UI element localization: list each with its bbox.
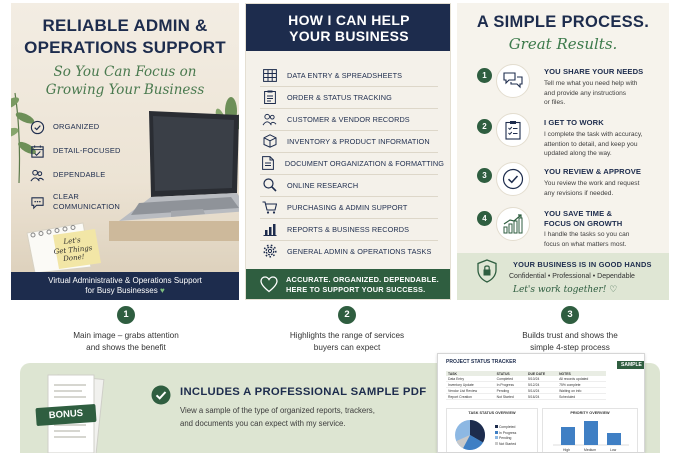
bar bbox=[561, 427, 575, 445]
caption-1: 1 Main image – grabs attention and shows the benefit bbox=[26, 306, 226, 354]
subtitle: So You Can Focus on Growing Your Business bbox=[45, 64, 205, 98]
bar-chart bbox=[551, 419, 631, 449]
feature-dependable: DEPENDABLE bbox=[29, 167, 105, 183]
service-item: DOCUMENT ORGANIZATION & FORMATTING bbox=[262, 156, 444, 170]
laptop-icon bbox=[109, 111, 239, 241]
checklist-calendar-icon bbox=[29, 143, 45, 159]
services-title: HOW I CAN HELP YOUR BUSINESS bbox=[246, 4, 451, 51]
pie-chart bbox=[453, 418, 487, 452]
bonus-description: View a sample of the type of organized reports, trackers, and documents you can expect with my service. bbox=[180, 406, 375, 428]
heart-icon: ♥ bbox=[159, 286, 165, 295]
check-circle-icon bbox=[496, 162, 530, 196]
spreadsheet-icon bbox=[262, 68, 277, 82]
service-item: ORDER & STATUS TRACKING bbox=[262, 90, 444, 104]
table-row: Report Creation Not Started 5/16/24 Scheduled bbox=[446, 394, 606, 400]
sticky-note-text: Let's Get Things Done! bbox=[53, 236, 93, 264]
panel-process: A SIMPLE PROCESS. Great Results. 1 YOU SHARE YOUR NEEDS Tell me what you need help with and provide any instructions or files. 2 I GET TO WORK I complete the task with accuracy, attention to detail, and keep you updated along the way. 3 YOU REVIEW & APPROVE You review the work and request any revisions if needed. 4 YOU SAVE TIME & FOCUS ON GROWTH I handle the tasks so you can focus on what matters most. YOUR BUSINESS IS IN GOOD HANDS Confidential • Professional • Dependable Let's work together! ♡ bbox=[457, 3, 669, 300]
divider bbox=[260, 152, 438, 153]
divider bbox=[260, 218, 438, 219]
service-item: GENERAL ADMIN & OPERATIONS TASKS bbox=[262, 244, 444, 258]
divider bbox=[260, 240, 438, 241]
feature-detail-focused: DETAIL-FOCUSED bbox=[29, 143, 121, 159]
bar-chart-icon bbox=[262, 222, 277, 236]
sample-report-preview bbox=[437, 353, 645, 453]
bar bbox=[584, 421, 598, 445]
heart-icon bbox=[260, 276, 278, 293]
pie-chart-box: TASK STATUS OVERVIEW Completed In Progress Pending Not Started bbox=[446, 408, 538, 453]
magnifier-icon bbox=[262, 178, 277, 192]
growth-chart-icon bbox=[496, 207, 530, 241]
chat-bubbles-icon bbox=[496, 64, 530, 98]
panel1-footer: Virtual Administrative & Operations Support for Busy Businesses ♥ bbox=[11, 272, 239, 300]
report-title: PROJECT STATUS TRACKER bbox=[446, 359, 517, 365]
process-subtitle: Great Results. bbox=[508, 35, 618, 53]
feature-clear-communication: CLEAR COMMUNICATION bbox=[29, 192, 120, 212]
heart-icon: ♡ bbox=[609, 285, 618, 295]
panel-services bbox=[245, 3, 451, 300]
box-icon bbox=[262, 134, 277, 148]
caption-2: 2 Highlights the range of services buyers can expect bbox=[247, 306, 447, 354]
divider bbox=[260, 130, 438, 131]
table-row: Vendor List Review Pending 5/14/24 Waiting on info bbox=[446, 388, 606, 394]
bar-chart-box: PRIORITY OVERVIEW High Medium Low bbox=[542, 408, 638, 453]
number-badge: 1 bbox=[117, 306, 135, 324]
sample-tag: SAMPLE bbox=[617, 361, 645, 369]
service-item: DATA ENTRY & SPREADSHEETS bbox=[262, 68, 444, 82]
check-circle-icon bbox=[151, 385, 171, 405]
service-item: ONLINE RESEARCH bbox=[262, 178, 444, 192]
checkmark-circle-icon bbox=[29, 119, 45, 135]
panel-main-image bbox=[11, 3, 239, 300]
page-title: RELIABLE ADMIN & OPERATIONS SUPPORT bbox=[24, 16, 226, 57]
number-badge: 2 bbox=[338, 306, 356, 324]
shield-lock-icon bbox=[477, 259, 497, 283]
trust-box: YOUR BUSINESS IS IN GOOD HANDS Confidential • Professional • Dependable Let's work together! ♡ bbox=[457, 253, 669, 300]
people-icon bbox=[29, 167, 45, 183]
divider bbox=[260, 86, 438, 87]
service-item: REPORTS & BUSINESS RECORDS bbox=[262, 222, 444, 236]
people-icon bbox=[262, 112, 277, 126]
table-row: Inventory Update In Progress 5/12/24 75% complete bbox=[446, 382, 606, 388]
report-table: TASK STATUS DUE DATE NOTES Data Entry Completed 5/10/24 All records updated Inventory Update In Progress 5/12/24 75% complete Vendor List Review Pending 5/14/24 Waiting on info Report Creation Not Started 5/16/24 Scheduled bbox=[446, 371, 606, 400]
clipboard-check-icon bbox=[496, 113, 530, 147]
bar bbox=[607, 433, 621, 445]
service-item: INVENTORY & PRODUCT INFORMATION bbox=[262, 134, 444, 148]
clipboard-list-icon bbox=[262, 90, 277, 104]
caption-3: 3 Builds trust and shows the simple 4-step process bbox=[470, 306, 670, 354]
document-icon bbox=[262, 156, 275, 170]
gear-icon bbox=[262, 244, 277, 258]
services-footer: ACCURATE. ORGANIZED. DEPENDABLE. HERE TO SUPPORT YOUR SUCCESS. bbox=[246, 269, 451, 300]
divider bbox=[260, 174, 438, 175]
table-row: Data Entry Completed 5/10/24 All records updated bbox=[446, 376, 606, 382]
service-item: CUSTOMER & VENDOR RECORDS bbox=[262, 112, 444, 126]
number-badge: 3 bbox=[561, 306, 579, 324]
cart-icon bbox=[262, 200, 277, 214]
bonus-title: INCLUDES A PROFESSIONAL SAMPLE PDF bbox=[180, 386, 427, 398]
service-item: PURCHASING & ADMIN SUPPORT bbox=[262, 200, 444, 214]
bonus-badge: BONUS bbox=[35, 404, 96, 426]
process-title: A SIMPLE PROCESS. bbox=[476, 13, 650, 31]
chat-bubble-icon bbox=[29, 194, 45, 210]
divider bbox=[260, 196, 438, 197]
feature-organized: ORGANIZED bbox=[29, 119, 99, 135]
divider bbox=[260, 108, 438, 109]
